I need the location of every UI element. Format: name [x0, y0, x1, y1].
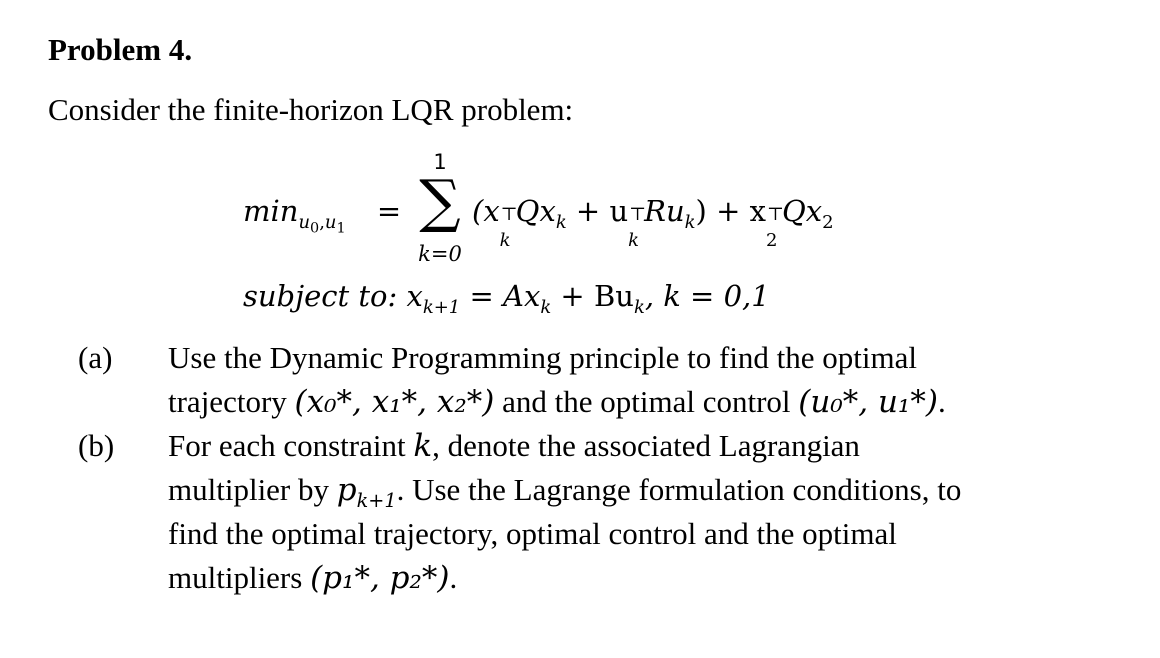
sum-lower-limit: k=0 [418, 242, 462, 266]
sum-upper-limit: 1 [433, 150, 447, 174]
summation-operator [412, 150, 468, 270]
objective-min: min [243, 194, 299, 228]
subquestion-b [78, 424, 1138, 600]
subquestion-a [78, 336, 1138, 424]
objective-lhs: $\min_{u_0,u_1}$ = [243, 194, 402, 237]
problem-heading: Problem 4. [48, 32, 193, 67]
subquestion-label: (a) [78, 340, 113, 375]
constraint-equation: subject to: $x_{k+1} = Ax_k + Bu_k$, k = 0,1 [243, 279, 770, 318]
subquestion-text: Use the Dynamic Programming principle to find the optimal trajectory (x₀*, x₁*, x₂*) and the optimal control (u₀*, u₁*). [168, 340, 946, 420]
subquestion-label: (b) [78, 428, 115, 463]
problem-intro: Consider the finite-horizon LQR problem: [48, 92, 574, 127]
constraint-lead: subject to: [243, 279, 407, 313]
subquestion-text: For each constraint k, denote the associated Lagrangian multiplier by $p_{k+1}$. Use the Lagrange formulation conditions, to find the optimal trajectory, optimal control and the optimal multipliers (p₁*, p₂*). [168, 428, 962, 596]
subquestion-list [78, 336, 1138, 600]
sigma-icon: ∑ [419, 167, 461, 235]
objective-equals: = [376, 194, 402, 228]
objective-summand: (x ⊤ k $Qx_k + u$ ⊤ k $Ru_k) + x$ ⊤ 2 $Qx_2$ [472, 194, 834, 251]
